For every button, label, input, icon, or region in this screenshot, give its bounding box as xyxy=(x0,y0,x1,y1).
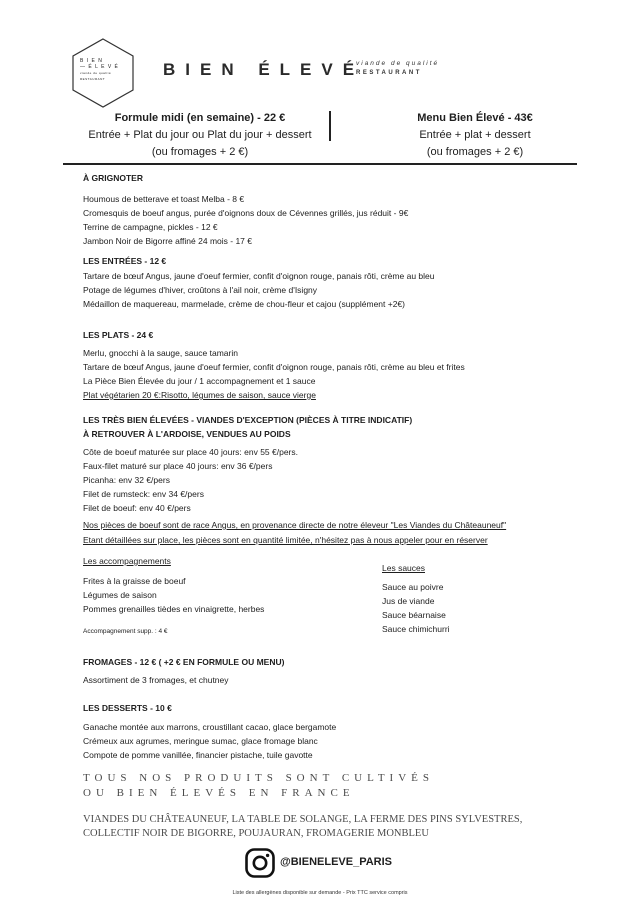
formule-divider xyxy=(329,111,331,141)
accompagnement-supp: Accompagnement supp. : 4 € xyxy=(83,628,168,635)
formule-midi xyxy=(75,110,325,161)
formule-midi-line: Entrée + Plat du jour ou Plat du jour + dessert xyxy=(88,129,312,141)
list-item: Côte de boeuf maturée sur place 40 jours: env 55 €/pers. xyxy=(83,447,298,457)
brand-tagline: viande de qualité xyxy=(356,60,440,67)
list-item: Terrine de campagne, pickles - 12 € xyxy=(83,222,218,232)
accompagnements-title: Les accompagnements xyxy=(83,556,171,566)
list-item: Jambon Noir de Bigorre affiné 24 mois - 17 € xyxy=(83,236,252,246)
menu-bien-eleve-title: Menu Bien Élevé - 43€ xyxy=(417,112,533,124)
list-item: Houmous de betterave et toast Melba - 8 € xyxy=(83,194,245,204)
list-item: Assortiment de 3 fromages, et chutney xyxy=(83,675,229,685)
list-item: Picanha: env 32 €/pers xyxy=(83,475,170,485)
list-item: Légumes de saison xyxy=(83,590,157,600)
list-item: Jus de viande xyxy=(382,596,435,606)
list-item: Crémeux aux agrumes, meringue sumac, glace fromage blanc xyxy=(83,736,318,746)
logo-line-4: RESTAURANT xyxy=(80,77,106,81)
logo-line-1: B I E N xyxy=(80,58,103,64)
list-item: Cromesquis de boeuf angus, purée d'oignons doux de Cévennes grillés, jus réduit - 9€ xyxy=(83,208,409,218)
list-item: Médaillon de maquereau, marmelade, crème de chou-fleur et cajou (supplément +2€) xyxy=(83,299,405,309)
header-divider xyxy=(63,163,577,165)
section-title-entrees: LES ENTRÉES - 12 € xyxy=(83,256,167,266)
list-item: Filet de boeuf: env 40 €/pers xyxy=(83,503,191,513)
list-item: Faux-filet maturé sur place 40 jours: env 36 €/pers xyxy=(83,461,273,471)
section-subtitle-exception: À RETROUVER À L'ARDOISE, VENDUES AU POIDS xyxy=(83,429,291,439)
allergen-footer: Liste des allergènes disponible sur demande - Prix TTC service compris xyxy=(232,890,408,896)
list-item: Sauce au poivre xyxy=(382,582,444,592)
section-title-plats: LES PLATS - 24 € xyxy=(83,330,154,340)
formule-midi-title: Formule midi (en semaine) - 22 € xyxy=(114,112,286,124)
list-item: Sauce chimichurri xyxy=(382,624,450,634)
list-item: Ganache montée aux marrons, croustillant cacao, glace bergamote xyxy=(83,722,337,732)
list-item: Tartare de bœuf Angus, jaune d'oeuf fermier, confit d'oignon rouge, panais rôti, crème au bleu et frites xyxy=(83,362,465,372)
list-item: Potage de légumes d'hiver, croûtons à l'ail noir, crème d'Isigny xyxy=(83,285,318,295)
sauces-title: Les sauces xyxy=(382,563,425,573)
list-item: Sauce béarnaise xyxy=(382,610,446,620)
formule-midi-note: (ou fromages + 2 €) xyxy=(151,146,249,158)
veggie-dish: Plat végétarien 20 €:Risotto, légumes de saison, sauce vierge xyxy=(83,390,316,400)
section-title-exception: LES TRÈS BIEN ÉLEVÉES - VIANDES D'EXCEPTION (PIÈCES À TITRE INDICATIF) xyxy=(83,415,413,425)
logo-line-3: viande de qualité xyxy=(80,71,112,75)
menu-bien-eleve xyxy=(375,110,575,161)
section-title-grignoter: À GRIGNOTER xyxy=(83,173,143,183)
list-item: Pommes grenailles tièdes en vinaigrette, herbes xyxy=(83,604,265,614)
tagline-line-1: TOUS NOS PRODUITS SONT CULTIVÉS xyxy=(83,772,434,784)
menu-bien-eleve-note: (ou fromages + 2 €) xyxy=(426,146,524,158)
brand-name: BIEN ÉLEVÉ xyxy=(163,60,365,79)
suppliers-line-1: VIANDES DU CHÂTEAUNEUF, LA TABLE DE SOLANGE, LA FERME DES PINS SYLVESTRES, xyxy=(83,814,523,825)
menu-bien-eleve-line: Entrée + plat + dessert xyxy=(419,129,531,141)
section-title-fromages: FROMAGES - 12 € ( +2 € EN FORMULE OU MENU) xyxy=(83,657,285,667)
instagram-handle[interactable]: @BIENELEVE_PARIS xyxy=(280,856,392,868)
list-item: Tartare de bœuf Angus, jaune d'oeuf fermier, confit d'oignon rouge, panais rôti, crème au bleu xyxy=(83,271,435,281)
logo-line-2: — É L E V É xyxy=(80,64,119,70)
instagram-icon[interactable] xyxy=(245,848,275,878)
section-title-desserts: LES DESSERTS - 10 € xyxy=(83,703,172,713)
list-item: La Pièce Bien Élevée du jour / 1 accompagnement et 1 sauce xyxy=(83,376,316,386)
logo-text xyxy=(80,58,130,82)
exception-note-reserve: Etant détaillées sur place, les pièces sont en quantité limitée, n'hésitez pas à nous appeler pour en réserver xyxy=(83,535,488,545)
list-item: Frites à la graisse de boeuf xyxy=(83,576,186,586)
list-item: Merlu, gnocchi à la sauge, sauce tamarin xyxy=(83,348,238,358)
exception-note-origin: Nos pièces de boeuf sont de race Angus, en provenance directe de notre éleveur "Les Viandes du Châteauneuf" xyxy=(83,520,507,530)
tagline-line-2: OU BIEN ÉLEVÉS EN FRANCE xyxy=(83,787,355,799)
list-item: Compote de pomme vanillée, financier pistache, tuile gavotte xyxy=(83,750,313,760)
list-item: Filet de rumsteck: env 34 €/pers xyxy=(83,489,204,499)
suppliers-line-2: COLLECTIF NOIR DE BIGORRE, POUJAURAN, FROMAGERIE MONBLEU xyxy=(83,828,429,839)
brand-subtitle: RESTAURANT xyxy=(356,70,422,76)
